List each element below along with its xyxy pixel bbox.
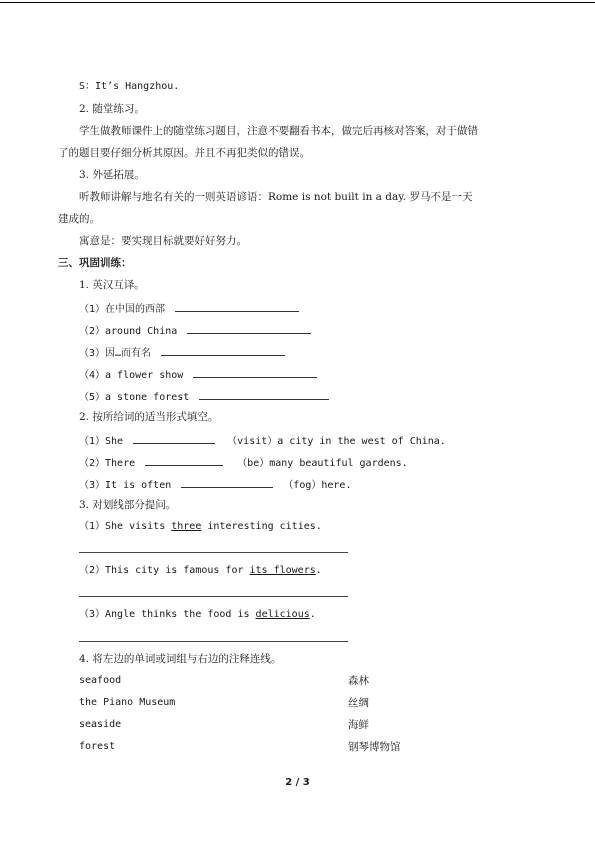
underlined-part: its flowers xyxy=(249,565,316,576)
answer-blank[interactable] xyxy=(175,300,299,312)
exercise-3-item xyxy=(79,608,316,622)
exercise-2-item-start: （3）It is often xyxy=(79,480,172,491)
exercise-2-title: 2. 按所给词的适当形式填空。 xyxy=(79,411,219,423)
exercise-3-item-start: （1）She visits xyxy=(79,521,172,532)
match-left-item[interactable]: the Piano Museum xyxy=(79,697,176,708)
exercise-3-item-start: （2）This city is famous for xyxy=(79,565,250,576)
match-left-item[interactable]: seaside xyxy=(79,719,122,730)
exercise-1-item xyxy=(79,322,311,339)
exercise-2-item xyxy=(79,454,408,471)
exercise-3-item xyxy=(79,520,322,534)
match-right-item[interactable]: 钢琴博物馆 xyxy=(348,741,401,753)
item-2-paragraph-line-1: 学生做教师课件上的随堂练习题目，注意不要翻看书本，做完后再核对答案，对于做错 xyxy=(79,125,478,137)
exercise-4-title: 4. 将左边的单词或词组与右边的注释连线。 xyxy=(79,653,282,665)
exercise-2-item-end: （be）many beautiful gardens. xyxy=(237,458,408,469)
exercise-3-item-end: interesting cities. xyxy=(201,521,322,532)
exercise-3-title: 3. 对划线部分提问。 xyxy=(79,499,177,511)
underlined-part: three xyxy=(171,521,202,532)
exercise-2-item xyxy=(79,476,351,493)
exercise-1-item-text: （1）在中国的西部 xyxy=(79,304,166,315)
exercise-2-item-end: （fog）here. xyxy=(283,480,352,491)
exercise-2-item-start: （1）She xyxy=(79,436,124,447)
answer-blank[interactable] xyxy=(133,432,215,444)
match-right-item[interactable]: 海鲜 xyxy=(348,719,369,731)
exercise-1-item-text: （4）a flower show xyxy=(79,370,184,381)
exercise-1-title: 1. 英汉互译。 xyxy=(79,279,145,291)
match-left-item[interactable]: seafood xyxy=(79,675,122,686)
answer-blank[interactable] xyxy=(145,454,223,466)
match-left-item[interactable]: forest xyxy=(79,741,116,752)
exercise-1-item xyxy=(79,366,317,383)
exercise-1-item xyxy=(79,300,299,317)
answer-line[interactable] xyxy=(79,552,348,553)
exercise-1-item-text: （5）a stone forest xyxy=(79,392,190,403)
page-number: 2 / 3 xyxy=(285,777,310,788)
exercise-3-item-start: （3）Angle thinks the food is xyxy=(79,609,256,620)
exercise-3-item-end: . xyxy=(309,609,316,620)
item-3-paragraph-line-1: 听教师讲解与地名有关的一则英语谚语：Rome is not built in a day. 罗马不是一天 xyxy=(79,191,473,203)
exercise-1-item-text: （3）因…而有名 xyxy=(79,348,152,359)
exercise-2-item-end: （visit）a city in the west of China. xyxy=(227,436,446,447)
answer-line[interactable] xyxy=(79,596,348,597)
exercise-1-item-text: （2）around China xyxy=(79,326,178,337)
dialogue-answer: S：It’s Hangzhou. xyxy=(79,81,180,92)
exercise-2-item xyxy=(79,432,446,449)
underlined-part: delicious xyxy=(255,609,310,620)
exercise-1-item xyxy=(79,344,285,361)
exercise-2-item-start: （2）There xyxy=(79,458,136,469)
item-2-paragraph-line-2: 了的题目要仔细分析其原因。并且不再犯类似的错误。 xyxy=(58,147,310,159)
item-3-title: 3. 外延拓展。 xyxy=(79,169,145,181)
item-2-title: 2. 随堂练习。 xyxy=(79,103,145,115)
answer-blank[interactable] xyxy=(187,322,311,334)
header-rule xyxy=(0,2,595,3)
answer-blank[interactable] xyxy=(181,476,273,488)
answer-blank[interactable] xyxy=(193,366,317,378)
exercise-3-item xyxy=(79,564,322,578)
answer-blank[interactable] xyxy=(161,344,285,356)
exercise-1-item xyxy=(79,388,329,405)
item-3-meaning: 寓意是：要实现目标就要好好努力。 xyxy=(79,235,247,247)
answer-blank[interactable] xyxy=(199,388,329,400)
section-3-heading: 三、巩固训练： xyxy=(58,257,132,269)
exercise-3-item-end: . xyxy=(315,565,322,576)
match-right-item[interactable]: 森林 xyxy=(348,675,369,687)
item-3-paragraph-line-2: 建成的。 xyxy=(58,213,100,225)
match-right-item[interactable]: 丝绸 xyxy=(348,697,369,709)
answer-line[interactable] xyxy=(79,641,348,642)
